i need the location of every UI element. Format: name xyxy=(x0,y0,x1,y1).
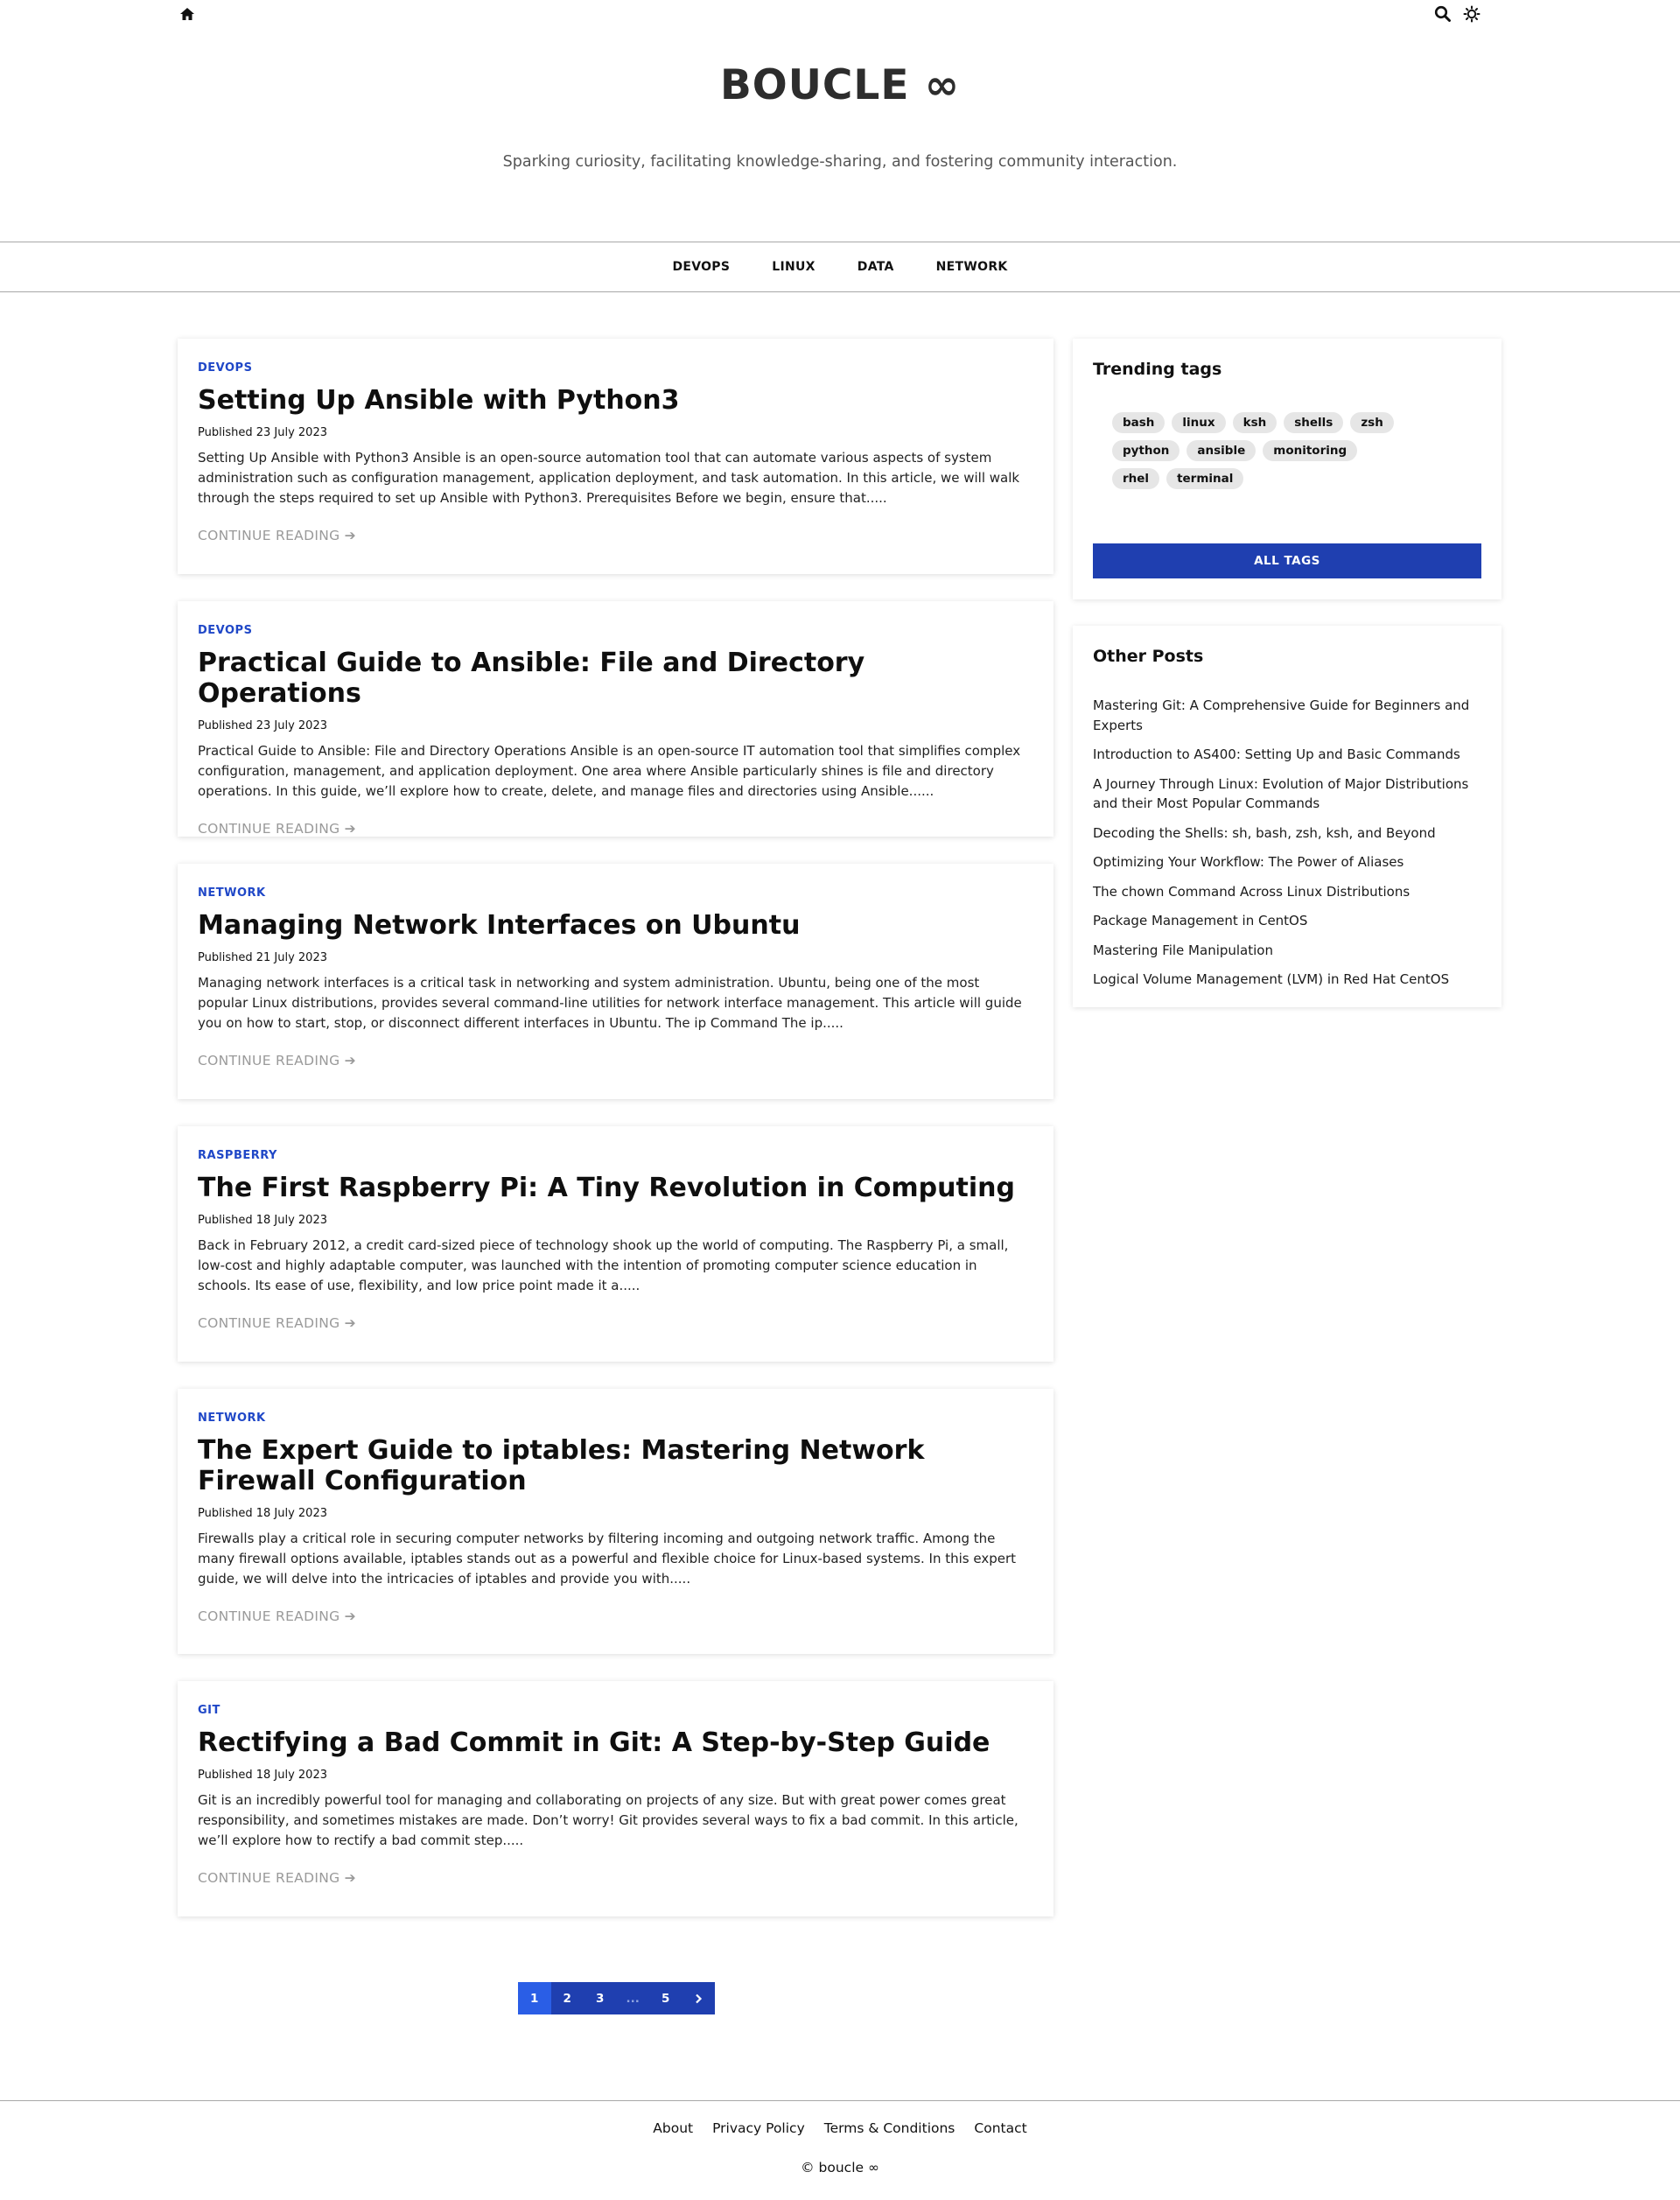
sun-icon[interactable] xyxy=(1462,4,1481,24)
continue-reading-link[interactable]: CONTINUE READING ➔ xyxy=(198,1053,356,1068)
tag-bash[interactable]: bash xyxy=(1112,412,1165,433)
post-date: Published 18 July 2023 xyxy=(198,1769,327,1782)
footer-link-terms[interactable]: Terms & Conditions xyxy=(823,2120,956,2136)
tag-monitoring[interactable]: monitoring xyxy=(1263,440,1357,461)
post-excerpt: Practical Guide to Ansible: File and Directory Operations Ansible is an open-source IT automation tool that simplifies complex configuration, management, and application deployment. One area where Ansible particularly shines is file and directory operations. In this guide, we’ll explore how to create, delete, and manage files and directories using Ansible...... xyxy=(198,743,1021,799)
nav-item-network[interactable]: NETWORK xyxy=(935,260,1008,274)
other-posts-widget xyxy=(1073,626,1502,1007)
copyright: © boucle ∞ xyxy=(801,2160,879,2175)
site-tagline: Sparking curiosity, facilitating knowledge-sharing, and fostering community interaction. xyxy=(502,153,1178,171)
post-title[interactable]: The First Raspberry Pi: A Tiny Revolution in Computing xyxy=(198,1173,1015,1203)
home-icon[interactable] xyxy=(179,7,197,25)
post-category[interactable]: DEVOPS xyxy=(198,624,253,637)
post-category[interactable]: RASPBERRY xyxy=(198,1149,277,1162)
page-3-button[interactable]: 3 xyxy=(584,1982,617,2014)
post-excerpt: Managing network interfaces is a critical task in networking and system administration. Ubuntu, being one of the most popular Linux distributions, provides several command-line utilities for network interface management. This article will guide you on how to start, stop, or disconnect different interfaces in Ubuntu. The ip Command The ip..... xyxy=(198,975,1022,1031)
post-date: Published 23 July 2023 xyxy=(198,426,327,439)
post-category[interactable]: NETWORK xyxy=(198,886,266,900)
nav-item-data[interactable]: DATA xyxy=(857,260,894,274)
post-title[interactable]: Practical Guide to Ansible: File and Directory Operations xyxy=(198,648,865,709)
post-excerpt: Setting Up Ansible with Python3 Ansible is an open-source automation tool that can automate various aspects of system administration such as configuration management, application deployment, and task automation. In this article, we will walk through the steps required to set up Ansible with Python3. Prerequisites Before we begin, ensure that..... xyxy=(198,450,1020,506)
page-5-button[interactable]: 5 xyxy=(649,1982,682,2014)
site-title[interactable]: BOUCLE ∞ xyxy=(719,61,960,109)
post-card xyxy=(178,1681,1054,1916)
footer-link-privacy[interactable]: Privacy Policy xyxy=(712,2120,805,2136)
pagination xyxy=(518,1982,715,2014)
post-title[interactable]: The Expert Guide to iptables: Mastering Network Firewall Configuration xyxy=(198,1435,925,1496)
other-post-link[interactable]: Package Management in CentOS xyxy=(1093,913,1308,928)
other-post-link[interactable]: Decoding the Shells: sh, bash, zsh, ksh, and Beyond xyxy=(1093,824,1436,841)
tag-shells[interactable]: shells xyxy=(1284,412,1343,433)
tag-cloud xyxy=(1093,412,1408,489)
tag-linux[interactable]: linux xyxy=(1172,412,1225,433)
post-excerpt: Back in February 2012, a credit card-sized piece of technology shook up the world of computing. The Raspberry Pi, a small, low-cost and highly adaptable computer, was launched with the intention of promoting computer science education in schools. Its ease of use, flexibility, and low price point made it a..... xyxy=(198,1237,1009,1293)
other-post-link[interactable]: Optimizing Your Workflow: The Power of Aliases xyxy=(1093,854,1404,870)
page-1-button[interactable]: 1 xyxy=(518,1982,551,2014)
tag-ksh[interactable]: ksh xyxy=(1233,412,1278,433)
post-title[interactable]: Setting Up Ansible with Python3 xyxy=(198,385,680,416)
other-post-link[interactable]: A Journey Through Linux: Evolution of Major Distributions and their Most Popular Commands xyxy=(1093,775,1469,811)
other-post-link[interactable]: Logical Volume Management (LVM) in Red Hat CentOS xyxy=(1093,971,1450,987)
post-category[interactable]: GIT xyxy=(198,1704,220,1717)
tag-python[interactable]: python xyxy=(1112,440,1180,461)
widget-title: Trending tags xyxy=(1093,360,1222,379)
chevron-right-icon xyxy=(694,1993,703,2004)
nav-item-linux[interactable]: LINUX xyxy=(772,260,816,274)
continue-reading-link[interactable]: CONTINUE READING ➔ xyxy=(198,528,356,543)
post-date: Published 23 July 2023 xyxy=(198,719,327,732)
other-post-link[interactable]: Introduction to AS400: Setting Up and Basic Commands xyxy=(1093,746,1460,762)
post-card xyxy=(178,1389,1054,1654)
search-icon[interactable] xyxy=(1434,5,1452,23)
tag-terminal[interactable]: terminal xyxy=(1166,468,1243,489)
trending-tags-widget xyxy=(1073,339,1502,599)
post-date: Published 21 July 2023 xyxy=(198,951,327,964)
continue-reading-link[interactable]: CONTINUE READING ➔ xyxy=(198,1608,356,1624)
continue-reading-link[interactable]: CONTINUE READING ➔ xyxy=(198,1315,356,1331)
post-card xyxy=(178,1126,1054,1362)
widget-title: Other Posts xyxy=(1093,647,1204,666)
tag-zsh[interactable]: zsh xyxy=(1350,412,1394,433)
post-card xyxy=(178,864,1054,1099)
post-title[interactable]: Managing Network Interfaces on Ubuntu xyxy=(198,910,801,941)
other-post-link[interactable]: The chown Command Across Linux Distributions xyxy=(1093,883,1410,900)
post-category[interactable]: DEVOPS xyxy=(198,361,253,375)
footer-link-contact[interactable]: Contact xyxy=(974,2120,1027,2136)
post-excerpt: Firewalls play a critical role in securing computer networks by filtering incoming and outgoing network traffic. Among the many firewall options available, iptables stands out as a powerful and flexible choice for Linux-based systems. In this expert guide, we will delve into the intricacies of iptables and provide you with..... xyxy=(198,1531,1017,1587)
nav-item-devops[interactable]: DEVOPS xyxy=(672,260,731,274)
post-card xyxy=(178,339,1054,574)
post-category[interactable]: NETWORK xyxy=(198,1412,266,1425)
continue-reading-link[interactable]: CONTINUE READING ➔ xyxy=(198,821,356,837)
footer xyxy=(0,2100,1680,2175)
tag-rhel[interactable]: rhel xyxy=(1112,468,1159,489)
post-date: Published 18 July 2023 xyxy=(198,1214,327,1227)
footer-links xyxy=(0,2120,1680,2136)
post-card xyxy=(178,601,1054,837)
post-date: Published 18 July 2023 xyxy=(198,1507,327,1520)
page-ellipsis: ... xyxy=(617,1982,650,2014)
other-posts-list xyxy=(1093,696,1481,990)
other-post-link[interactable]: Mastering File Manipulation xyxy=(1093,942,1273,958)
top-bar xyxy=(0,0,1680,30)
post-title[interactable]: Rectifying a Bad Commit in Git: A Step-by-Step Guide xyxy=(198,1727,990,1758)
post-excerpt: Git is an incredibly powerful tool for managing and collaborating on projects of any size. But with great power comes great responsibility, and sometimes mistakes are made. Don’t worry! Git provides several ways to fix a bad commit. In this article, we’ll explore how to rectify a bad commit step..... xyxy=(198,1792,1018,1848)
next-page-button[interactable] xyxy=(682,1982,716,2014)
all-tags-button[interactable]: ALL TAGS xyxy=(1093,543,1481,578)
page-2-button[interactable]: 2 xyxy=(551,1982,584,2014)
main-nav xyxy=(0,242,1680,292)
continue-reading-link[interactable]: CONTINUE READING ➔ xyxy=(198,1870,356,1886)
footer-link-about[interactable]: About xyxy=(653,2120,694,2136)
tag-ansible[interactable]: ansible xyxy=(1186,440,1256,461)
other-post-link[interactable]: Mastering Git: A Comprehensive Guide for Beginners and Experts xyxy=(1093,697,1470,733)
